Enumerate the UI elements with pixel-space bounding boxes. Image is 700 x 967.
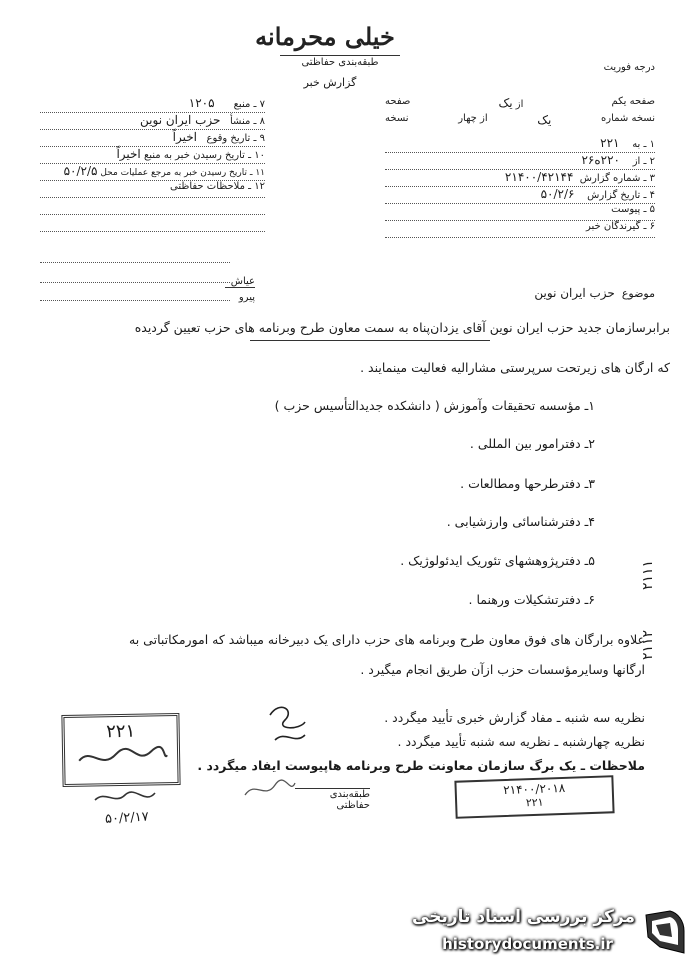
classification-label: طبقه‌بندی حفاظتی [280, 55, 400, 68]
blank-line-4 [40, 282, 230, 283]
form-title: گزارش خبر [303, 76, 357, 89]
list-item: ۶ـ دفترتشکیلات ورهنما . [468, 592, 595, 607]
field-attachment: ۵ ـ پیوست [385, 204, 655, 221]
subject-side-label-1: عیاش [225, 276, 255, 288]
handwritten-note [90, 785, 160, 810]
field-page: صفحه یکم از یک صفحه [385, 96, 655, 110]
watermark-url: historydocuments.ir [442, 935, 613, 953]
classification-stamp: خیلی محرمانه [255, 22, 395, 51]
body-intro-2: که ارگان های زیرتحت سرپرستی مشارالیه فعالیت مینمایند . [360, 360, 670, 375]
list-item: ۳ـ دفترطرحها ومطالعات . [460, 476, 595, 491]
stamp-handwriting [71, 741, 172, 773]
stamp-date-left: ۵۰/۲/۱۷ [104, 809, 150, 827]
field-received-by-source: ۱۰ ـ تاریخ رسیدن خبر به منبع اخیراً [40, 147, 265, 164]
opinion-wednesday: نظریه چهارشنبه ـ نظریه سه شنبه تأیید میگردد . [397, 734, 645, 749]
field-recipients: ۶ ـ گیرندگان خبر [385, 221, 655, 238]
body-intro: برابرسازمان جدید حزب ایران نوین آقای یزدان‌پناه به سمت معاون طرح وبرنامه های حزب تعیین گردیده [134, 320, 670, 335]
notes: ملاحظات ـ یک برگ سازمان معاونت طرح وبرنامه هاپیوست ایفاد میگردد . [197, 758, 645, 773]
blank-line-5 [40, 300, 230, 301]
margin-number: ۲۱۱۱ [640, 559, 656, 590]
watermark [400, 905, 692, 960]
field-security-notes: ۱۲ ـ ملاحظات حفاظتی [40, 181, 265, 198]
opinion-tuesday: نظریه سه شنبه ـ مفاد گزارش خبری تأیید میگردد . [384, 710, 645, 725]
blank-line-2 [40, 215, 265, 232]
field-origin: ۸ ـ منشأ حزب ایران نوین [40, 113, 265, 130]
list-item: ۲ـ دفترامور بین المللی . [469, 436, 595, 451]
field-report-number: ۳ ـ شماره گزارش ۲۱۴۰۰/۴۲۱۴۴ [385, 170, 655, 187]
watermark-text: مرکز بررسی اسناد تاریخی [412, 907, 635, 927]
blank-line-3 [40, 262, 230, 263]
signature-scribble [265, 700, 310, 750]
field-source: ۷ ـ منبع ۱۲۰۵ [40, 96, 265, 113]
field-occurrence-date: ۹ ـ تاریخ وقوع اخیراً [40, 130, 265, 147]
intro-underline [250, 340, 490, 341]
fields-right [385, 96, 655, 238]
priority-label: درجه فوریت [603, 62, 655, 73]
archive-logo-icon [640, 907, 688, 957]
field-copy: نسخه شماره یک از چهار نسخه [385, 113, 655, 127]
field-report-date: ۴ ـ تاریخ گزارش ۵۰/۲/۶ [385, 187, 655, 204]
field-to: ۱ ـ به ۲۲۱ [385, 136, 655, 153]
field-from: ۲ ـ از ۲۲۰ه۲۶ [385, 153, 655, 170]
blank-line-1 [40, 198, 265, 215]
receipt-stamp-left [61, 713, 180, 787]
footer-classification: طبقه‌بندی حفاظتی [295, 788, 370, 811]
body-para-2b: ارگانها وسایرمؤسسات حزب ازآن طریق انجام میگیرد . [360, 662, 645, 677]
list-item: ۴ـ دفترشناسائی وارزشیابی . [446, 514, 595, 529]
stamp-code: ۲۱۴۰۰/۲۰۱۸ [502, 780, 566, 798]
stamp-number-right: ۲۲۱ [525, 795, 544, 810]
list-item: ۵ـ دفترپژوهشهای تئوریک ایدئولوژیک . [400, 553, 595, 568]
receipt-stamp-right [454, 775, 614, 819]
fields-left [40, 96, 265, 232]
body-para-2: علاوه برارگان های فوق معاون طرح وبرنامه های حزب دارای یک دبیرخانه میباشد که امورمکاتباتی به [129, 632, 645, 647]
stamp-number: ۲۲۱ [105, 720, 136, 743]
list-item: ۱ـ مؤسسه تحقیقات وآموزش ( دانشکده جدیدالتأسیس حزب ) [274, 398, 595, 413]
subject-line: موضوع حزب ایران نوین [534, 286, 655, 300]
margin-number: ۲۱۱۲ [640, 629, 656, 660]
signature-scribble [240, 775, 300, 805]
subject-side-label-2: پیرو [238, 292, 255, 303]
field-received-by-ops: ۱۱ ـ تاریخ رسیدن خبر به مرجع عملیات محل ۵۰/۲/۵ [40, 164, 265, 181]
